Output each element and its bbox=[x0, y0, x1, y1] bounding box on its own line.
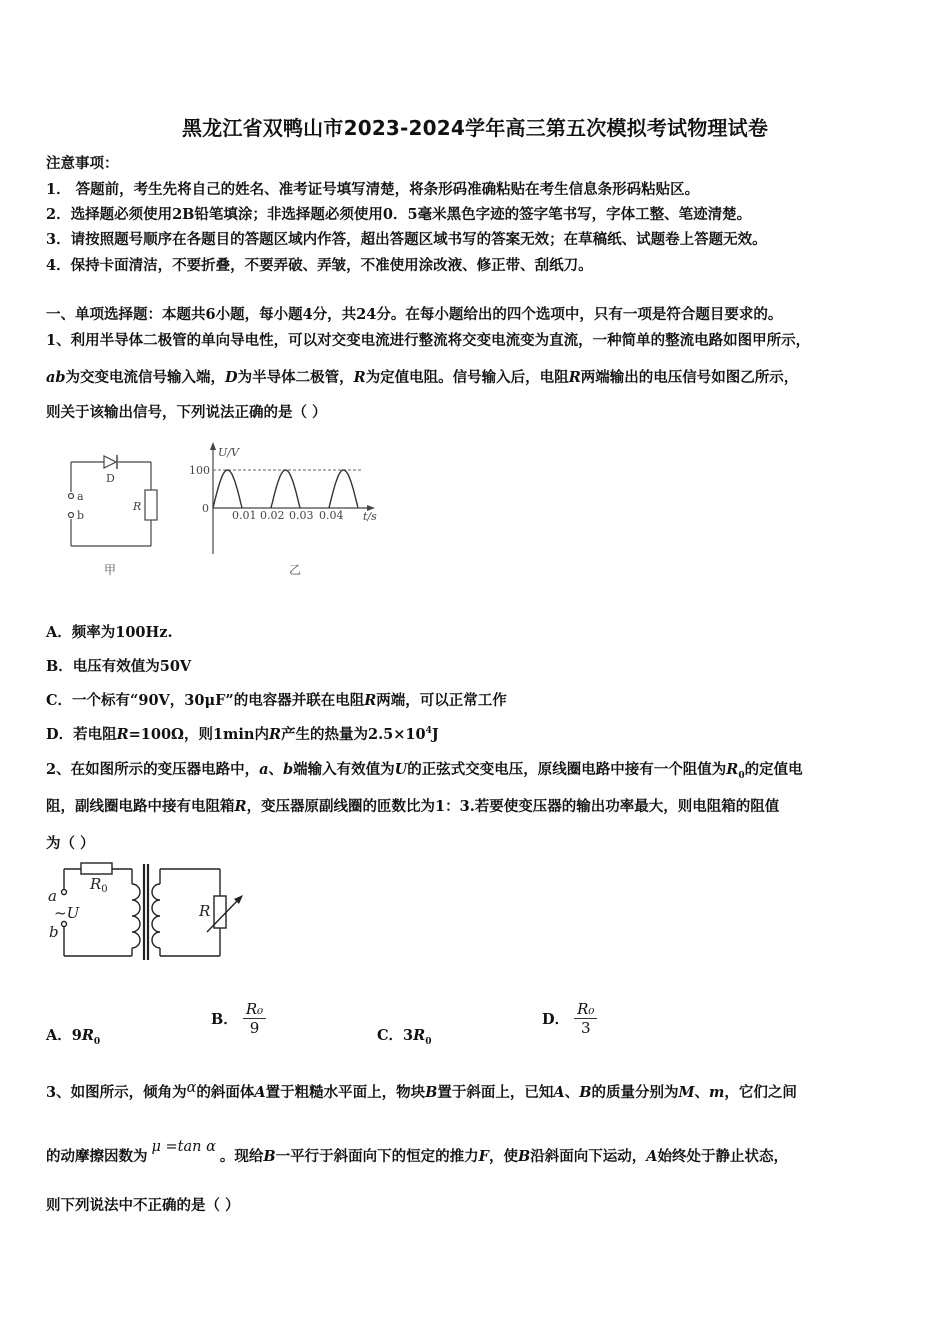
q1-line-2: ab为交变电流信号输入端，D为半导体二极管，R为定值电阻。信号输入后，电阻R两端输出的电压信号如图乙所示， bbox=[46, 369, 799, 386]
notice-heading: 注意事项： bbox=[46, 155, 119, 172]
figure-yi-caption: 乙 bbox=[289, 563, 302, 577]
terminal-b-label: b bbox=[77, 509, 85, 522]
x-axis-label: t/s bbox=[363, 510, 377, 523]
rectifier-circuit-figure bbox=[60, 448, 170, 583]
figure-jia-caption: 甲 bbox=[104, 563, 117, 577]
notice-item-3: 3．请按照题号顺序在各题目的答题区域内作答，超出答题区域书写的答案无效；在草稿纸、试题卷上答题无效。 bbox=[46, 231, 767, 248]
source-u-label: ~U bbox=[54, 904, 80, 922]
y-axis-label: U/V bbox=[218, 446, 239, 459]
q2-line-2: 阻，副线圈电路中接有电阻箱R，变压器原副线圈的匝数比为1：3.若要使变压器的输出功率最大，则电阻箱的阻值 bbox=[46, 798, 780, 815]
terminal-b-label: b bbox=[49, 923, 59, 941]
q1-line-3: 则关于该输出信号，下列说法正确的是（ ） bbox=[46, 404, 327, 421]
voltage-waveform-chart bbox=[185, 440, 390, 582]
q1-option-a[interactable]: A．频率为100Hz. bbox=[46, 624, 173, 641]
x-tick-0.03: 0.03 bbox=[289, 509, 314, 522]
y-tick-0: 0 bbox=[202, 502, 209, 515]
section-heading: 一、单项选择题：本题共6小题，每小题4分，共24分。在每小题给出的四个选项中，只有一项是符合题目要求的。 bbox=[46, 306, 783, 323]
diode-label: D bbox=[106, 472, 115, 485]
q3-line-2: 的动摩擦因数为μ =tan α。现给B一平行于斜面向下的恒定的推力F，使B沿斜面向下运动，A始终处于静止状态， bbox=[46, 1139, 788, 1165]
q1-option-c[interactable]: C．一个标有“90V，30μF”的电容器并联在电阻R两端，可以正常工作 bbox=[46, 692, 507, 709]
q1-option-d[interactable]: D．若电阻R=100Ω，则1min内R产生的热量为$2.5\times 10^4J$ bbox=[46, 726, 439, 743]
q3-line-3: 则下列说法中不正确的是（ ） bbox=[46, 1197, 240, 1214]
friction-formula: μ =tan α bbox=[151, 1139, 216, 1155]
q1-line-1: 1、利用半导体二极管的单向导电性，可以对交变电流进行整流将交变电流变为直流，一种简单的整流电路如图甲所示， bbox=[46, 332, 811, 349]
terminal-a-label: a bbox=[77, 490, 84, 503]
q2-option-b[interactable]: B． $\frac{\text{R₀}}{9}$ bbox=[211, 1000, 266, 1037]
x-tick-0.01: 0.01 bbox=[232, 509, 257, 522]
q2-option-c[interactable]: C．$3R_0$ bbox=[377, 1027, 432, 1047]
q2-line-3: 为（ ） bbox=[46, 835, 95, 852]
q2-option-a[interactable]: A．$9R_0$ bbox=[46, 1027, 101, 1047]
voltage-waveform-curve bbox=[213, 470, 358, 508]
x-tick-0.04: 0.04 bbox=[319, 509, 344, 522]
q3-line-1: 3、如图所示，倾角为α的斜面体A置于粗糙水平面上，物块B置于斜面上，已知A、B的质量分别为M、m，它们之间 bbox=[46, 1080, 797, 1101]
notice-item-1: 1． 答题前，考生先将自己的姓名、准考证号填写清楚，将条形码准确粘贴在考生信息条形码粘贴区。 bbox=[46, 181, 700, 198]
r0-label: $R_0$ bbox=[90, 875, 108, 895]
y-tick-100: 100 bbox=[189, 464, 210, 477]
x-tick-0.02: 0.02 bbox=[260, 509, 285, 522]
terminal-a-label: a bbox=[48, 887, 57, 905]
resistor-label: R bbox=[133, 500, 142, 513]
q1-option-b[interactable]: B．电压有效值为50V bbox=[46, 658, 192, 675]
resistor-box-label: R bbox=[199, 902, 211, 920]
notice-item-2: 2．选择题必须使用2B铅笔填涂；非选择题必须使用0．5毫米黑色字迹的签字笔书写，字体工整、笔迹清楚。 bbox=[46, 206, 752, 223]
page-title: 黑龙江省双鸭山市2023-2024学年高三第五次模拟考试物理试卷 bbox=[181, 116, 769, 140]
q2-option-d[interactable]: D． $\frac{\text{R₀}}{3}$ bbox=[542, 1000, 597, 1037]
q2-line-1: 2、在如图所示的变压器电路中，a、b端输入有效值为U的正弦式交变电压，原线圈电路中接有一个阻值为$R_0$的定值电 bbox=[46, 761, 803, 781]
transformer-circuit-figure bbox=[44, 856, 254, 968]
notice-item-4: 4．保持卡面清洁，不要折叠，不要弄破、弄皱，不准使用涂改液、修正带、刮纸刀。 bbox=[46, 257, 593, 274]
